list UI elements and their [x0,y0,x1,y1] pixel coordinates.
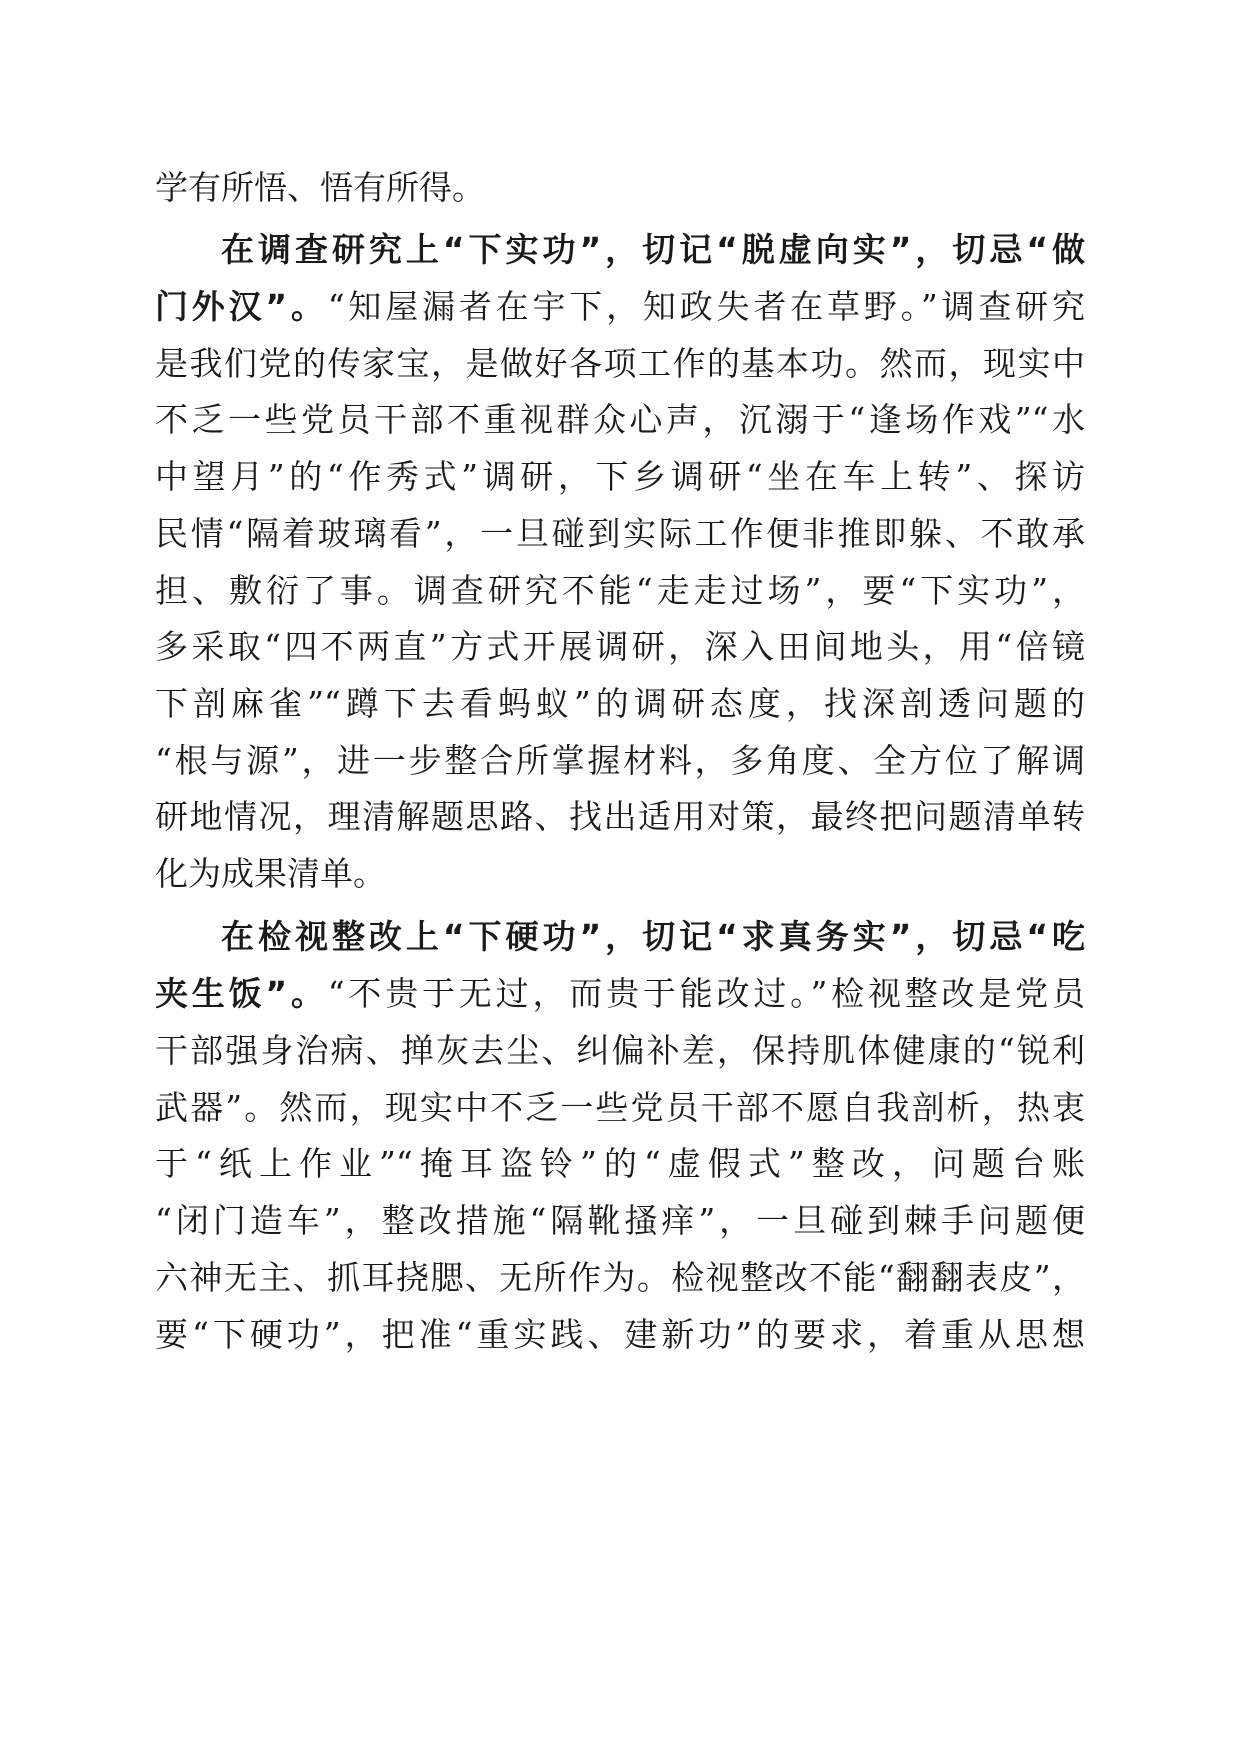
paragraph-2-line-2 [155,972,1085,1016]
paragraph-2-line-5: 于“纸上作业”“掩耳盗铃”的“虚假式”整改，问题台账 [155,1144,1085,1183]
paragraph-1-line-2 [155,285,1085,329]
paragraph-2-line-6: “闭门造车”，整改措施“隔靴搔痒”，一旦碰到棘手问题便 [155,1201,1085,1240]
paragraph-1-line-3: 是我们党的传家宝，是做好各项工作的基本功。然而，现实中 [155,344,1085,383]
paragraph-1-heading: 在调查研究上“下实功”，切记“脱虚向实”，切忌“做 [221,230,1085,269]
paragraph-2-line-8: 要“下硬功”，把准“重实践、建新功”的要求，着重从思想 [155,1315,1085,1354]
paragraph-1-line-1 [221,228,1085,272]
paragraph-2-text: “不贵于无过，而贵于能改过。”检视整改是党员 [327,974,1085,1013]
paragraph-1-line-7: 担、敷衍了事。调查研究不能“走走过场”，要“下实功”， [155,571,1085,610]
paragraph-1-line-11: 研地情况，理清解题思路、找出适用对策，最终把问题清单转 [155,797,1085,836]
paragraph-1-line-10: “根与源”，进一步整合所掌握材料，多角度、全方位了解调 [155,741,1085,780]
paragraph-2-line-4: 武器”。然而，现实中不乏一些党员干部不愿自我剖析，热衷 [155,1088,1085,1127]
paragraph-1-line-6: 民情“隔着玻璃看”，一旦碰到实际工作便非推即躲、不敢承 [155,514,1085,553]
paragraph-2-heading-end: 夹生饭”。 [155,974,328,1013]
paragraph-1-text: “知屋漏者在宇下，知政失者在草野。”调查研究 [327,287,1085,326]
paragraph-1-line-8: 多采取“四不两直”方式开展调研，深入田间地头，用“倍镜 [155,627,1085,666]
paragraph-1-heading-end: 门外汉”。 [155,287,328,326]
paragraph-1-line-4: 不乏一些党员干部不重视群众心声，沉溺于“逢场作戏”“水 [155,400,1085,439]
paragraph-2-line-7: 六神无主、抓耳挠腮、无所作为。检视整改不能“翻翻表皮”， [155,1258,1085,1297]
paragraph-1-line-12: 化为成果清单。 [155,854,386,893]
continuation-line: 学有所悟、悟有所得。 [155,168,485,207]
paragraph-1-line-5: 中望月”的“作秀式”调研，下乡调研“坐在车上转”、探访 [155,457,1085,496]
paragraph-2-line-3: 干部强身治病、掸灰去尘、纠偏补差，保持肌体健康的“锐利 [155,1031,1085,1070]
paragraph-1-line-9: 下剖麻雀”“蹲下去看蚂蚁”的调研态度，找深剖透问题的 [155,684,1085,723]
paragraph-2-heading: 在检视整改上“下硬功”，切记“求真务实”，切忌“吃 [221,917,1085,956]
paragraph-2-line-1 [221,915,1085,959]
